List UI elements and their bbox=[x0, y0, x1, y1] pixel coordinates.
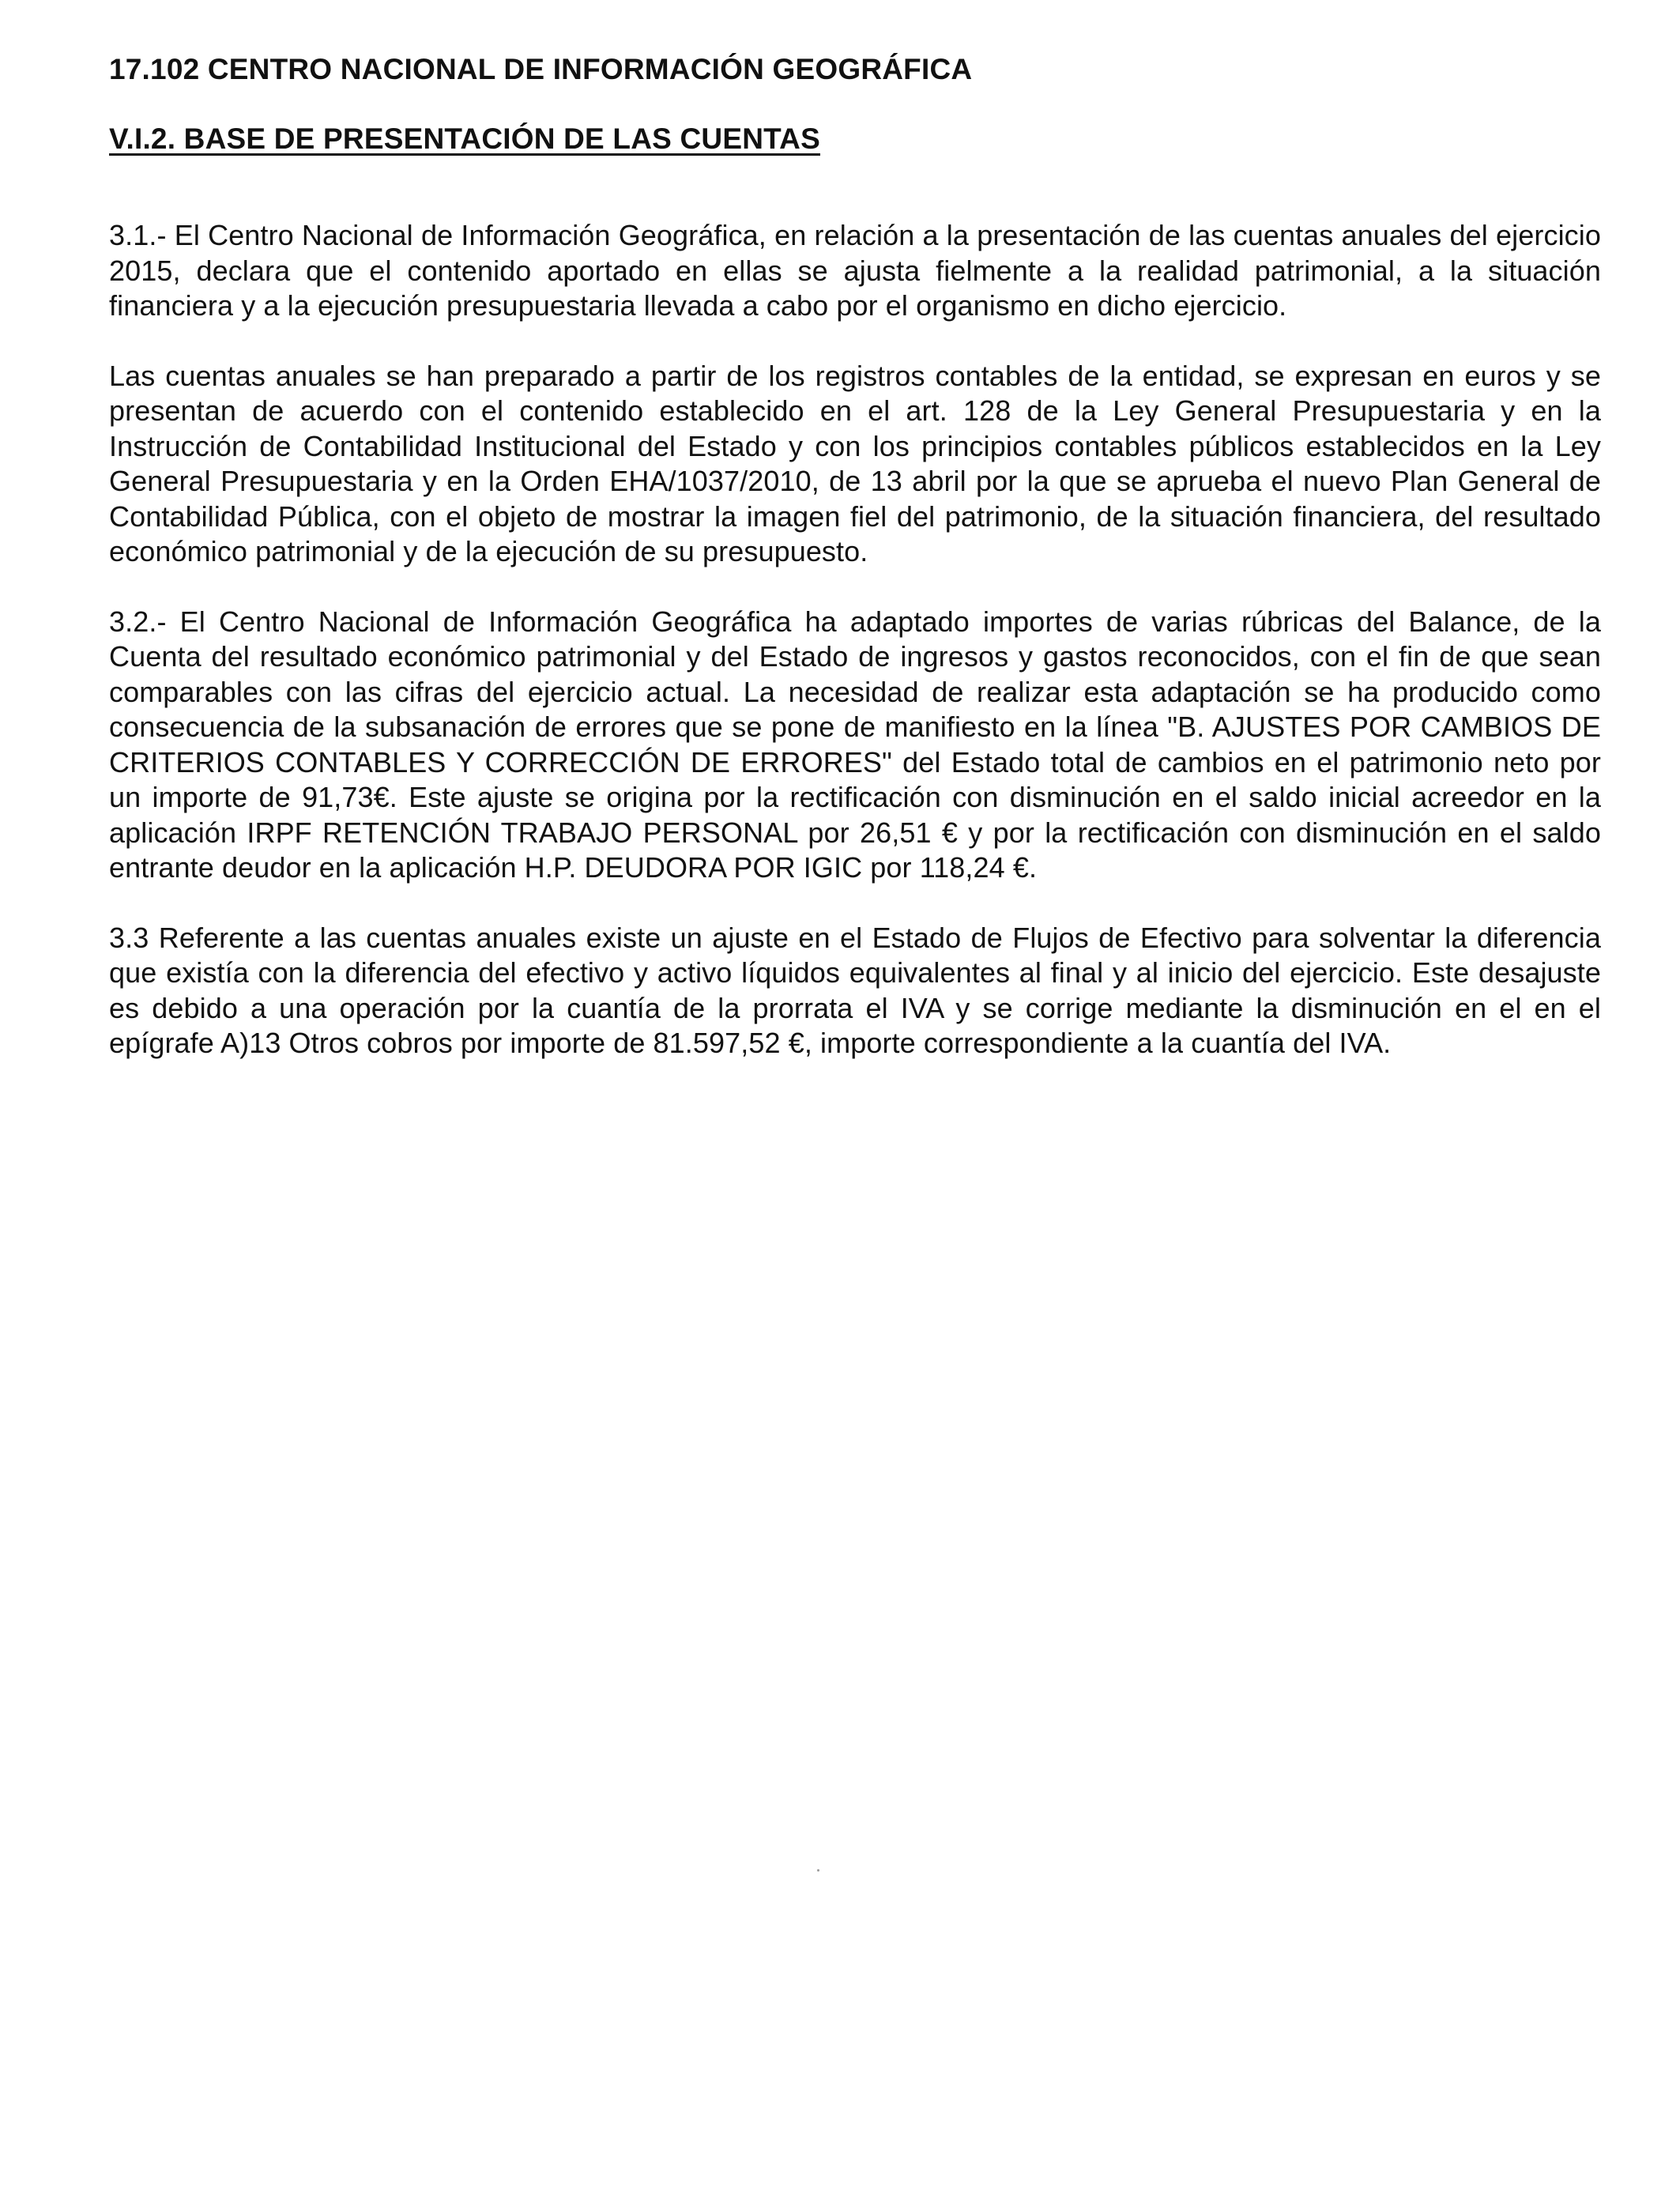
document-body bbox=[109, 49, 1601, 1096]
paragraph-3-2: 3.2.- El Centro Nacional de Información Geográfica ha adaptado importes de varias rúbricas del Balance, de la Cuenta del resultado económico patrimonial y del Estado de ingresos y gastos reconocidos, con el fin de que sean comparables con las cifras del ejercicio actual. La necesidad de realizar esta adaptación se ha producido como consecuencia de la subsanación de errores que se pone de manifiesto en la línea "B. AJUSTES POR CAMBIOS DE CRITERIOS CONTABLES Y CORRECCIÓN DE ERRORES" del Estado total de cambios en el patrimonio neto por un importe de 91,73€. Este ajuste se origina por la rectificación con disminución en el saldo inicial acreedor en la aplicación IRPF RETENCIÓN TRABAJO PERSONAL por 26,51 € y por la rectificación con disminución en el saldo entrante deudor en la aplicación H.P. DEUDORA POR IGIC por 118,24 €. bbox=[109, 605, 1601, 884]
paragraph-3-3: 3.3 Referente a las cuentas anuales existe un ajuste en el Estado de Flujos de Efectivo para solventar la diferencia que existía con la diferencia del efectivo y activo líquidos equivalentes al final y al inicio del ejercicio. Este desajuste es debido a una operación por la cuantía de la prorrata el IVA y se corrige mediante la disminución en el en el epígrafe A)13 Otros cobros por importe de 81.597,52 €, importe correspondiente a la cuantía del IVA. bbox=[109, 921, 1601, 1059]
document-heading: 17.102 CENTRO NACIONAL DE INFORMACIÓN GEOGRÁFICA bbox=[109, 53, 973, 85]
paragraph-3-1: 3.1.- El Centro Nacional de Información Geográfica, en relación a la presentación de las cuentas anuales del ejercicio 2015, declara que el contenido aportado en ellas se ajusta fielmente a la realidad patrimonial, a la situación financiera y a la ejecución presupuestaria llevada a cabo por el organismo en dicho ejercicio. bbox=[109, 219, 1601, 322]
paragraph-accounts-preparation: Las cuentas anuales se han preparado a partir de los registros contables de la entidad, se expresan en euros y se presentan de acuerdo con el contenido establecido en el art. 128 de la Ley General Presupuestaria y en la Instrucción de Contabilidad Institucional del Estado y con los principios contables públicos establecidos en la Ley General Presupuestaria y en la Orden EHA/1037/2010, de 13 abril por la que se aprueba el nuevo Plan General de Contabilidad Pública, con el objeto de mostrar la imagen fiel del patrimonio, de la situación financiera, del resultado económico patrimonial y de la ejecución de su presupuesto. bbox=[109, 359, 1601, 567]
scan-speck bbox=[817, 1869, 819, 1872]
section-title: V.I.2. BASE DE PRESENTACIÓN DE LAS CUENTAS bbox=[109, 123, 820, 155]
